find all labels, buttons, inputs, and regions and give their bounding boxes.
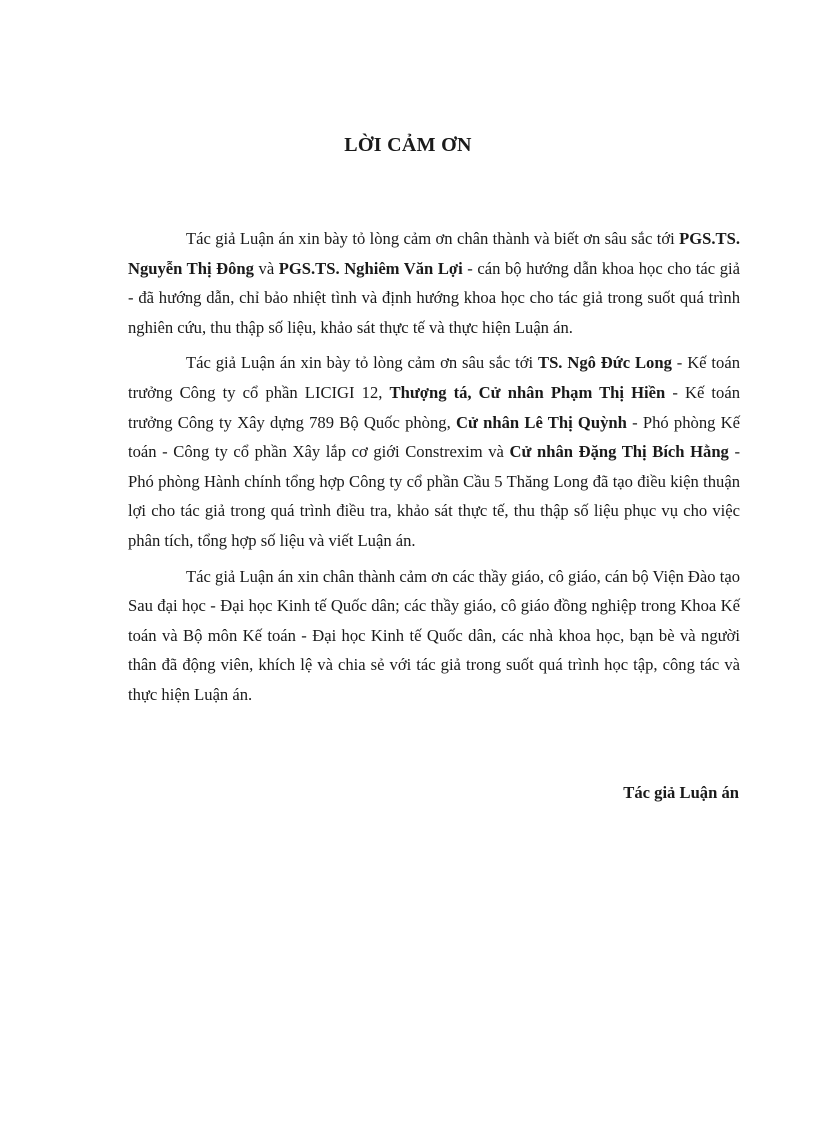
paragraph-2-text-4: - Phó phòng Kế toán - Công ty cổ phần Xây lắp cơ giới Constrexim và xyxy=(128,412,741,462)
paragraph-2-text-3: - Kế toán trưởng Công ty Xây dựng 789 Bộ Quốc phòng, xyxy=(128,382,740,432)
paragraph-1-text-3: - cán bộ hướng dẫn khoa học cho tác giả - đã hướng dẫn, chỉ bảo nhiệt tình và định hướng khoa học cho tác giả trong suốt quá trình nghiên cứu, thu thập số liệu, khảo sát thực tế và thực hiện Luận án. xyxy=(128,258,740,337)
acknowledged-person-3: Cử nhân Lê Thị Quỳnh xyxy=(455,412,627,432)
acknowledged-person-4: Cử nhân Đặng Thị Bích Hằng xyxy=(509,442,729,462)
acknowledged-person-2: Thượng tá, Cử nhân Phạm Thị Hiền xyxy=(389,382,666,402)
acknowledged-person-1: TS. Ngô Đức Long xyxy=(538,353,672,373)
paragraph-3-text-1: Tác giả Luận án xin chân thành cảm ơn các thầy giáo, cô giáo, cán bộ Viện Đào tạo Sau đại học - Đại học Kinh tế Quốc dân; các thầy giáo, cô giáo đồng nghiệp trong Khoa Kế toán và Bộ môn Kế toán - Đại học Kinh tế Quốc dân, các nhà khoa học, bạn bè và người thân đã động viên, khích lệ và chia sẻ với tác giả trong suốt quá trình học tập, công tác và thực hiện Luận án. xyxy=(128,566,740,704)
paragraph-2-text-5: - Phó phòng Hành chính tổng hợp Công ty cổ phần Cầu 5 Thăng Long đã tạo điều kiện thuận lợi cho tác giả trong quá trình điều tra, khảo sát thực tế, thu thập số liệu phục vụ cho việc phân tích, tổng hợp số liệu và viết Luận án. xyxy=(128,442,740,550)
paragraph-3 xyxy=(128,562,740,710)
page-title: LỜI CẢM ƠN xyxy=(344,134,472,156)
paragraph-1-text-1: Tác giả Luận án xin bày tỏ lòng cảm ơn chân thành và biết ơn sâu sắc tới xyxy=(186,229,680,248)
signature: Tác giả Luận án xyxy=(623,783,739,802)
advisor-name-2: PGS.TS. Nghiêm Văn Lợi xyxy=(278,258,463,278)
paragraph-1 xyxy=(128,224,740,342)
document-body xyxy=(128,224,740,716)
paragraph-2-text-2: - Kế toán trưởng Công ty cổ phần LICIGI 12, xyxy=(128,353,740,402)
paragraph-2 xyxy=(128,348,740,555)
paragraph-1-text-2: và xyxy=(253,258,279,278)
paragraph-2-text-1: Tác giả Luận án xin bày tỏ lòng cảm ơn sâu sắc tới xyxy=(186,353,538,373)
advisor-name-1: PGS.TS. Nguyễn Thị Đông xyxy=(128,229,740,278)
